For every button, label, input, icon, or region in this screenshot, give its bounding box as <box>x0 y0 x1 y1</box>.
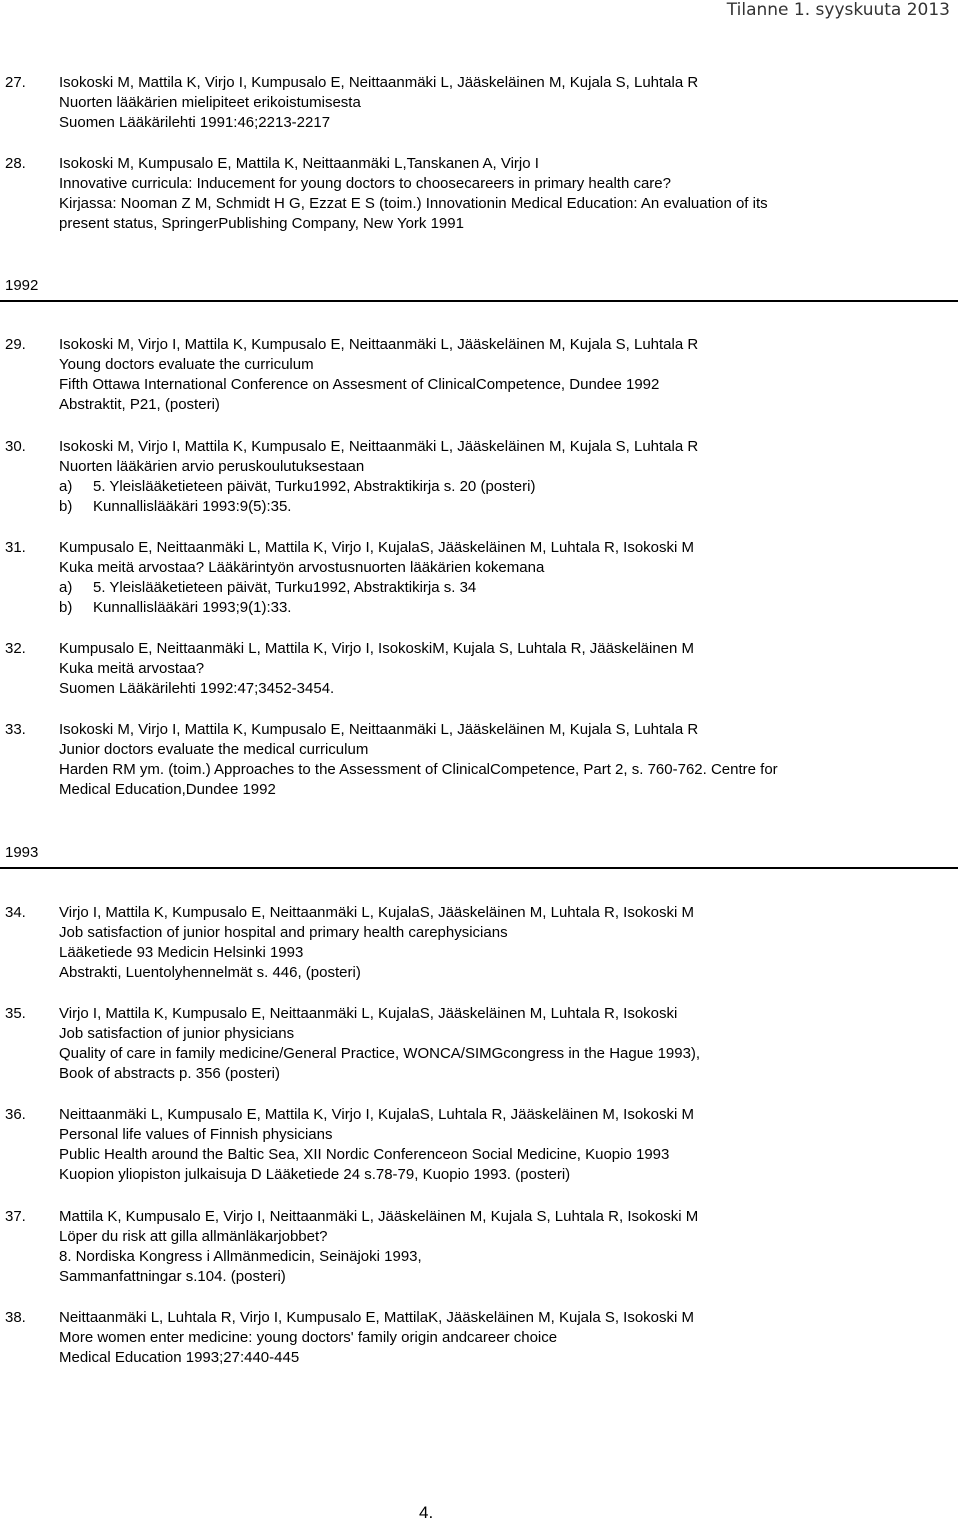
entry-number: 28. <box>5 155 26 172</box>
entry-authors: Isokoski M, Kumpusalo E, Mattila K, Neittaanmäki L,Tanskanen A, Virjo I <box>59 155 539 172</box>
sub-item-text: 5. Yleislääketieteen päivät, Turku1992, Abstraktikirja s. 20 (posteri) <box>93 478 536 495</box>
entry-number: 34. <box>5 904 26 921</box>
entry-source: Medical Education 1993;27:440-445 <box>59 1349 300 1366</box>
entry-authors: Isokoski M, Virjo I, Mattila K, Kumpusalo E, Neittaanmäki L, Jääskeläinen M, Kujala S, Luhtala R <box>59 721 699 738</box>
sub-item-text: Kunnallislääkäri 1993:9(5):35. <box>93 498 292 515</box>
sub-item-letter: a) <box>59 579 73 596</box>
entry-number: 37. <box>5 1208 26 1225</box>
entry-source-cont: Kuopion yliopiston julkaisuja D Lääketiede 24 s.78-79, Kuopio 1993. (posteri) <box>59 1166 571 1183</box>
entry-number: 38. <box>5 1309 26 1326</box>
entry-source-cont: Book of abstracts p. 356 (posteri) <box>59 1065 280 1082</box>
entry-source-cont: present status, SpringerPublishing Company, New York 1991 <box>59 215 464 232</box>
entry-number: 33. <box>5 721 26 738</box>
entry-source: Public Health around the Baltic Sea, XII Nordic Conferenceon Social Medicine, Kuopio 1993 <box>59 1146 670 1163</box>
entry-source-cont: Abstrakti, Luentolyhennelmät s. 446, (posteri) <box>59 964 361 981</box>
entry-number: 31. <box>5 539 26 556</box>
entry-title: Kuka meitä arvostaa? Lääkärintyön arvostusnuorten lääkärien kokemana <box>59 559 545 576</box>
year-heading-1993: 1993 <box>5 844 39 861</box>
entry-title: Junior doctors evaluate the medical curriculum <box>59 741 369 758</box>
entry-authors: Isokoski M, Mattila K, Virjo I, Kumpusalo E, Neittaanmäki L, Jääskeläinen M, Kujala S, Luhtala R <box>59 74 699 91</box>
entry-source-cont: Medical Education,Dundee 1992 <box>59 781 276 798</box>
entry-number: 29. <box>5 336 26 353</box>
entry-title: Nuorten lääkärien arvio peruskoulutuksestaan <box>59 458 365 475</box>
entry-number: 32. <box>5 640 26 657</box>
sub-item-text: 5. Yleislääketieteen päivät, Turku1992, Abstraktikirja s. 34 <box>93 579 477 596</box>
year-heading-1992: 1992 <box>5 277 39 294</box>
entry-title: Löper du risk att gilla allmänläkarjobbet? <box>59 1228 328 1245</box>
entry-authors: Kumpusalo E, Neittaanmäki L, Mattila K, Virjo I, KujalaS, Jääskeläinen M, Luhtala R, Isokoski M <box>59 539 695 556</box>
sub-item-letter: b) <box>59 498 73 515</box>
entry-title: Job satisfaction of junior hospital and primary health carephysicians <box>59 924 508 941</box>
entry-source: 8. Nordiska Kongress i Allmänmedicin, Seinäjoki 1993, <box>59 1248 422 1265</box>
entry-number: 36. <box>5 1106 26 1123</box>
entry-authors: Mattila K, Kumpusalo E, Virjo I, Neittaanmäki L, Jääskeläinen M, Kujala S, Luhtala R, Isokoski M <box>59 1208 699 1225</box>
entry-title: Innovative curricula: Inducement for young doctors to choosecareers in primary health care? <box>59 175 671 192</box>
entry-authors: Neittaanmäki L, Kumpusalo E, Mattila K, Virjo I, KujalaS, Luhtala R, Jääskeläinen M, Isokoski M <box>59 1106 695 1123</box>
entry-title: Nuorten lääkärien mielipiteet erikoistumisesta <box>59 94 361 111</box>
entry-source: Fifth Ottawa International Conference on Assesment of ClinicalCompetence, Dundee 1992 <box>59 376 660 393</box>
entry-authors: Isokoski M, Virjo I, Mattila K, Kumpusalo E, Neittaanmäki L, Jääskeläinen M, Kujala S, Luhtala R <box>59 438 699 455</box>
entry-source: Kirjassa: Nooman Z M, Schmidt H G, Ezzat E S (toim.) Innovationin Medical Education: An evaluation of its <box>59 195 768 212</box>
entry-authors: Virjo I, Mattila K, Kumpusalo E, Neittaanmäki L, KujalaS, Jääskeläinen M, Luhtala R, Isokoski M <box>59 904 695 921</box>
entry-title: More women enter medicine: young doctors' family origin andcareer choice <box>59 1329 558 1346</box>
entry-authors: Neittaanmäki L, Luhtala R, Virjo I, Kumpusalo E, MattilaK, Jääskeläinen M, Kujala S, Isokoski M <box>59 1309 695 1326</box>
entry-source: Quality of care in family medicine/General Practice, WONCA/SIMGcongress in the Hague 1993), <box>59 1045 701 1062</box>
entry-source: Lääketiede 93 Medicin Helsinki 1993 <box>59 944 304 961</box>
entry-source: Harden RM ym. (toim.) Approaches to the Assessment of ClinicalCompetence, Part 2, s. 760-762. Centre for <box>59 761 778 778</box>
entry-authors: Isokoski M, Virjo I, Mattila K, Kumpusalo E, Neittaanmäki L, Jääskeläinen M, Kujala S, Luhtala R <box>59 336 699 353</box>
entry-source: Suomen Lääkärilehti 1992:47;3452-3454. <box>59 680 335 697</box>
entry-title: Young doctors evaluate the curriculum <box>59 356 314 373</box>
entry-title: Personal life values of Finnish physicians <box>59 1126 333 1143</box>
header-date: Tilanne 1. syyskuuta 2013 <box>726 0 950 20</box>
sub-item-text: Kunnallislääkäri 1993;9(1):33. <box>93 599 292 616</box>
entry-source: Suomen Lääkärilehti 1991:46;2213-2217 <box>59 114 331 131</box>
year-divider <box>0 300 958 302</box>
entry-authors: Virjo I, Mattila K, Kumpusalo E, Neittaanmäki L, KujalaS, Jääskeläinen M, Luhtala R, Isokoski <box>59 1005 678 1022</box>
year-divider <box>0 867 958 869</box>
sub-item-letter: b) <box>59 599 73 616</box>
entry-number: 27. <box>5 74 26 91</box>
entry-title: Job satisfaction of junior physicians <box>59 1025 295 1042</box>
sub-item-letter: a) <box>59 478 73 495</box>
entry-number: 35. <box>5 1005 26 1022</box>
page-number: 4. <box>419 1503 434 1522</box>
entry-source-cont: Sammanfattningar s.104. (posteri) <box>59 1268 286 1285</box>
entry-source-cont: Abstraktit, P21, (posteri) <box>59 396 220 413</box>
entry-number: 30. <box>5 438 26 455</box>
entry-authors: Kumpusalo E, Neittaanmäki L, Mattila K, Virjo I, IsokoskiM, Kujala S, Luhtala R, Jääskeläinen M <box>59 640 695 657</box>
entry-title: Kuka meitä arvostaa? <box>59 660 205 677</box>
